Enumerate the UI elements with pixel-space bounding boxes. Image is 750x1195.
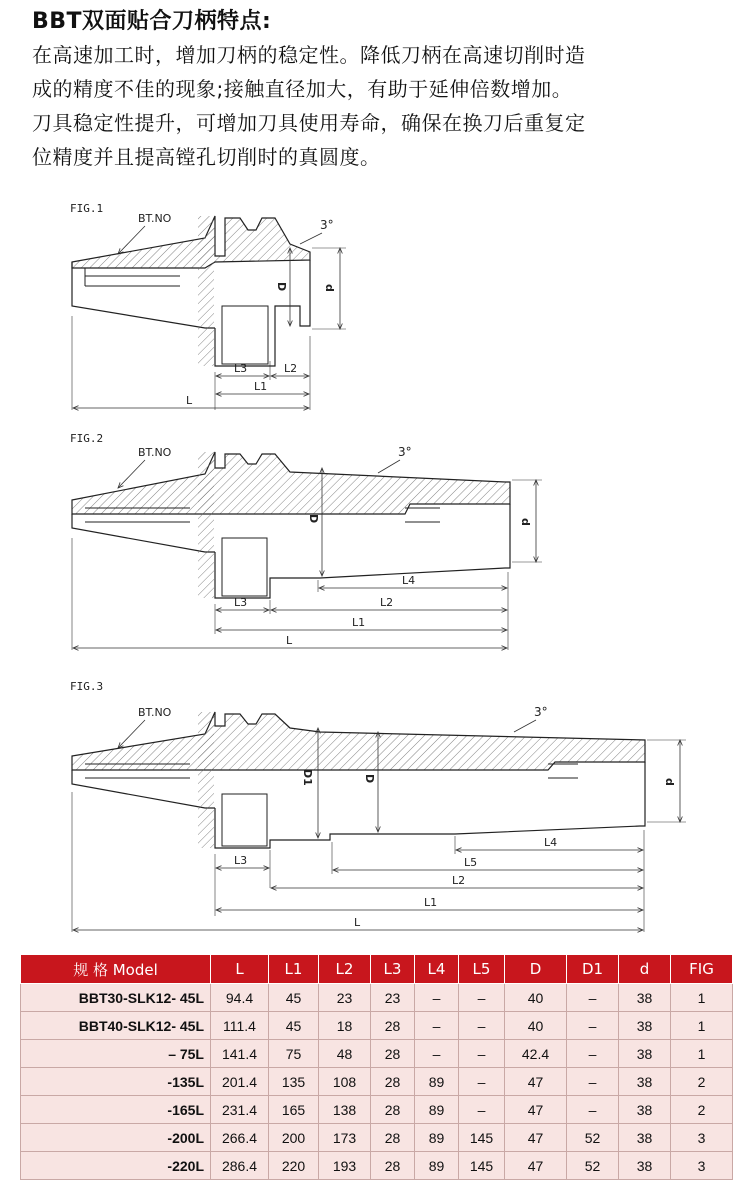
table-cell: 38: [619, 1096, 671, 1124]
table-row: [21, 1012, 733, 1040]
table-cell: 2: [671, 1096, 733, 1124]
table-row: [21, 1040, 733, 1068]
table-cell: 200: [269, 1124, 319, 1152]
table-cell: 47: [505, 1096, 567, 1124]
column-header: D: [505, 955, 567, 984]
table-cell: 47: [505, 1124, 567, 1152]
table-cell: 108: [319, 1068, 371, 1096]
table-cell: –: [459, 1012, 505, 1040]
model-cell: -200L: [21, 1124, 211, 1152]
fig1-label: FIG.1: [70, 202, 104, 215]
column-header: L1: [269, 955, 319, 984]
fig3-D-label: D: [363, 774, 376, 784]
fig3-label: FIG.3: [70, 680, 104, 693]
table-row: [21, 1124, 733, 1152]
fig3-spindle-face: [198, 712, 214, 848]
fig1-bt-label: BT.NO: [138, 212, 172, 225]
table-cell: 28: [371, 1012, 415, 1040]
table-cell: 38: [619, 984, 671, 1012]
table-cell: 38: [619, 1012, 671, 1040]
table-cell: 28: [371, 1152, 415, 1180]
table-row: [21, 1096, 733, 1124]
fig2-d-label: d: [519, 518, 532, 526]
fig2-lower-outline: [215, 504, 510, 598]
table-cell: 52: [567, 1152, 619, 1180]
table-cell: 38: [619, 1152, 671, 1180]
fig3-taper: [72, 770, 215, 808]
table-cell: 47: [505, 1068, 567, 1096]
intro-text: [32, 38, 732, 174]
table-cell: 89: [415, 1068, 459, 1096]
model-cell: -165L: [21, 1096, 211, 1124]
table-cell: 89: [415, 1152, 459, 1180]
fig1-d-label: d: [323, 284, 336, 292]
table-cell: –: [459, 1040, 505, 1068]
column-header: L5: [459, 955, 505, 984]
fig3-lower-outline: [215, 762, 645, 848]
table-cell: 40: [505, 1012, 567, 1040]
column-header: d: [619, 955, 671, 984]
fig2-D-label: D: [307, 514, 320, 524]
table-cell: 1: [671, 1040, 733, 1068]
table-row: [21, 1152, 733, 1180]
table-header-row: [21, 955, 733, 984]
fig3-bt-leader: [118, 720, 145, 748]
fig1-D-label: D: [275, 282, 288, 292]
fig1-L2-label: L2: [284, 362, 298, 375]
table-cell: 40: [505, 984, 567, 1012]
column-header: L4: [415, 955, 459, 984]
table-cell: 42.4: [505, 1040, 567, 1068]
fig1-angle: 3°: [320, 218, 334, 232]
figure-1: [0, 196, 750, 421]
table-cell: 38: [619, 1068, 671, 1096]
fig2-angle-leader: [378, 460, 400, 473]
spec-table: [20, 954, 733, 1180]
fig1-body-upper: [72, 216, 310, 268]
table-cell: 52: [567, 1124, 619, 1152]
fig2-angle: 3°: [398, 445, 412, 459]
table-cell: –: [415, 984, 459, 1012]
fig3-groove: [222, 794, 267, 846]
fig1-L3-label: L3: [234, 362, 248, 375]
column-header: 规 格 Model: [21, 955, 211, 984]
fig2-bt-leader: [118, 460, 145, 488]
table-cell: 111.4: [211, 1012, 269, 1040]
fig3-L2-label: L2: [452, 874, 466, 887]
table-cell: 1: [671, 1012, 733, 1040]
fig3-L3-label: L3: [234, 854, 248, 867]
fig1-angle-leader: [300, 233, 322, 244]
table-cell: 145: [459, 1124, 505, 1152]
fig2-taper: [72, 514, 215, 552]
fig3-D1-label: D1: [301, 769, 314, 786]
table-cell: 89: [415, 1124, 459, 1152]
column-header: L: [211, 955, 269, 984]
table-cell: 18: [319, 1012, 371, 1040]
fig3-L-label: L: [354, 916, 361, 929]
intro-line: 在高速加工时，增加刀柄的稳定性。降低刀柄在高速切削时造: [32, 43, 586, 67]
page-title: BBT双面贴合刀柄特点:: [32, 9, 272, 34]
fig2-L3-label: L3: [234, 596, 248, 609]
fig1-L1-label: L1: [254, 380, 268, 393]
table-cell: –: [459, 1068, 505, 1096]
intro-line: 刀具稳定性提升，可增加刀具使用寿命，确保在换刀后重复定: [32, 111, 586, 135]
table-cell: 201.4: [211, 1068, 269, 1096]
table-cell: 138: [319, 1096, 371, 1124]
table-cell: –: [567, 1096, 619, 1124]
fig1-flange: [215, 260, 310, 366]
table-cell: 286.4: [211, 1152, 269, 1180]
table-cell: 2: [671, 1068, 733, 1096]
fig3-body-upper: [72, 712, 645, 770]
table-cell: 94.4: [211, 984, 269, 1012]
column-header: D1: [567, 955, 619, 984]
table-cell: 266.4: [211, 1124, 269, 1152]
table-cell: –: [567, 1068, 619, 1096]
fig3-L1-label: L1: [424, 896, 438, 909]
table-cell: –: [415, 1012, 459, 1040]
fig3-d-label: d: [663, 778, 676, 786]
fig1-groove: [222, 306, 268, 364]
intro-line: 位精度并且提高镗孔切削时的真圆度。: [32, 145, 381, 169]
table-row: [21, 1068, 733, 1096]
table-cell: 141.4: [211, 1040, 269, 1068]
model-cell: -220L: [21, 1152, 211, 1180]
table-cell: 89: [415, 1096, 459, 1124]
table-cell: 38: [619, 1040, 671, 1068]
table-cell: 135: [269, 1068, 319, 1096]
table-cell: 231.4: [211, 1096, 269, 1124]
table-cell: 165: [269, 1096, 319, 1124]
model-cell: BBT40-SLK12- 45L: [21, 1012, 211, 1040]
table-cell: 28: [371, 1096, 415, 1124]
column-header: FIG: [671, 955, 733, 984]
table-cell: 1: [671, 984, 733, 1012]
table-cell: 28: [371, 1068, 415, 1096]
column-header: L3: [371, 955, 415, 984]
figure-2: [0, 428, 750, 658]
table-cell: 48: [319, 1040, 371, 1068]
table-cell: 145: [459, 1152, 505, 1180]
fig1-spindle-face: [198, 216, 214, 366]
table-cell: 38: [619, 1124, 671, 1152]
table-cell: 75: [269, 1040, 319, 1068]
table-cell: 47: [505, 1152, 567, 1180]
fig3-angle: 3°: [534, 705, 548, 719]
fig1-L-label: L: [186, 394, 193, 407]
table-cell: 23: [319, 984, 371, 1012]
table-cell: –: [415, 1040, 459, 1068]
fig2-L2-label: L2: [380, 596, 394, 609]
table-cell: 3: [671, 1124, 733, 1152]
table-row: [21, 984, 733, 1012]
table-cell: 45: [269, 1012, 319, 1040]
fig3-angle-leader: [514, 720, 536, 732]
fig2-body-upper: [72, 452, 510, 514]
fig2-label: FIG.2: [70, 432, 104, 445]
fig2-L1-label: L1: [352, 616, 366, 629]
table-cell: –: [567, 1012, 619, 1040]
fig1-taper: [72, 262, 215, 328]
fig2-groove: [222, 538, 267, 596]
table-cell: –: [459, 984, 505, 1012]
table-cell: 3: [671, 1152, 733, 1180]
table-cell: –: [459, 1096, 505, 1124]
fig2-L-label: L: [286, 634, 293, 647]
table-cell: 28: [371, 1124, 415, 1152]
table-cell: 23: [371, 984, 415, 1012]
fig3-L5-label: L5: [464, 856, 478, 869]
fig2-spindle-face: [198, 452, 214, 598]
fig3-bt-label: BT.NO: [138, 706, 172, 719]
table-cell: –: [567, 984, 619, 1012]
model-cell: – 75L: [21, 1040, 211, 1068]
model-cell: -135L: [21, 1068, 211, 1096]
model-cell: BBT30-SLK12- 45L: [21, 984, 211, 1012]
table-cell: 173: [319, 1124, 371, 1152]
intro-line: 成的精度不佳的现象;接触直径加大，有助于延伸倍数增加。: [32, 77, 573, 101]
table-cell: 28: [371, 1040, 415, 1068]
table-cell: 193: [319, 1152, 371, 1180]
table-cell: 45: [269, 984, 319, 1012]
table-cell: 220: [269, 1152, 319, 1180]
fig3-L4-label: L4: [544, 836, 558, 849]
table-cell: –: [567, 1040, 619, 1068]
column-header: L2: [319, 955, 371, 984]
figure-3: [0, 676, 750, 938]
fig2-bt-label: BT.NO: [138, 446, 172, 459]
fig2-L4-label: L4: [402, 574, 416, 587]
